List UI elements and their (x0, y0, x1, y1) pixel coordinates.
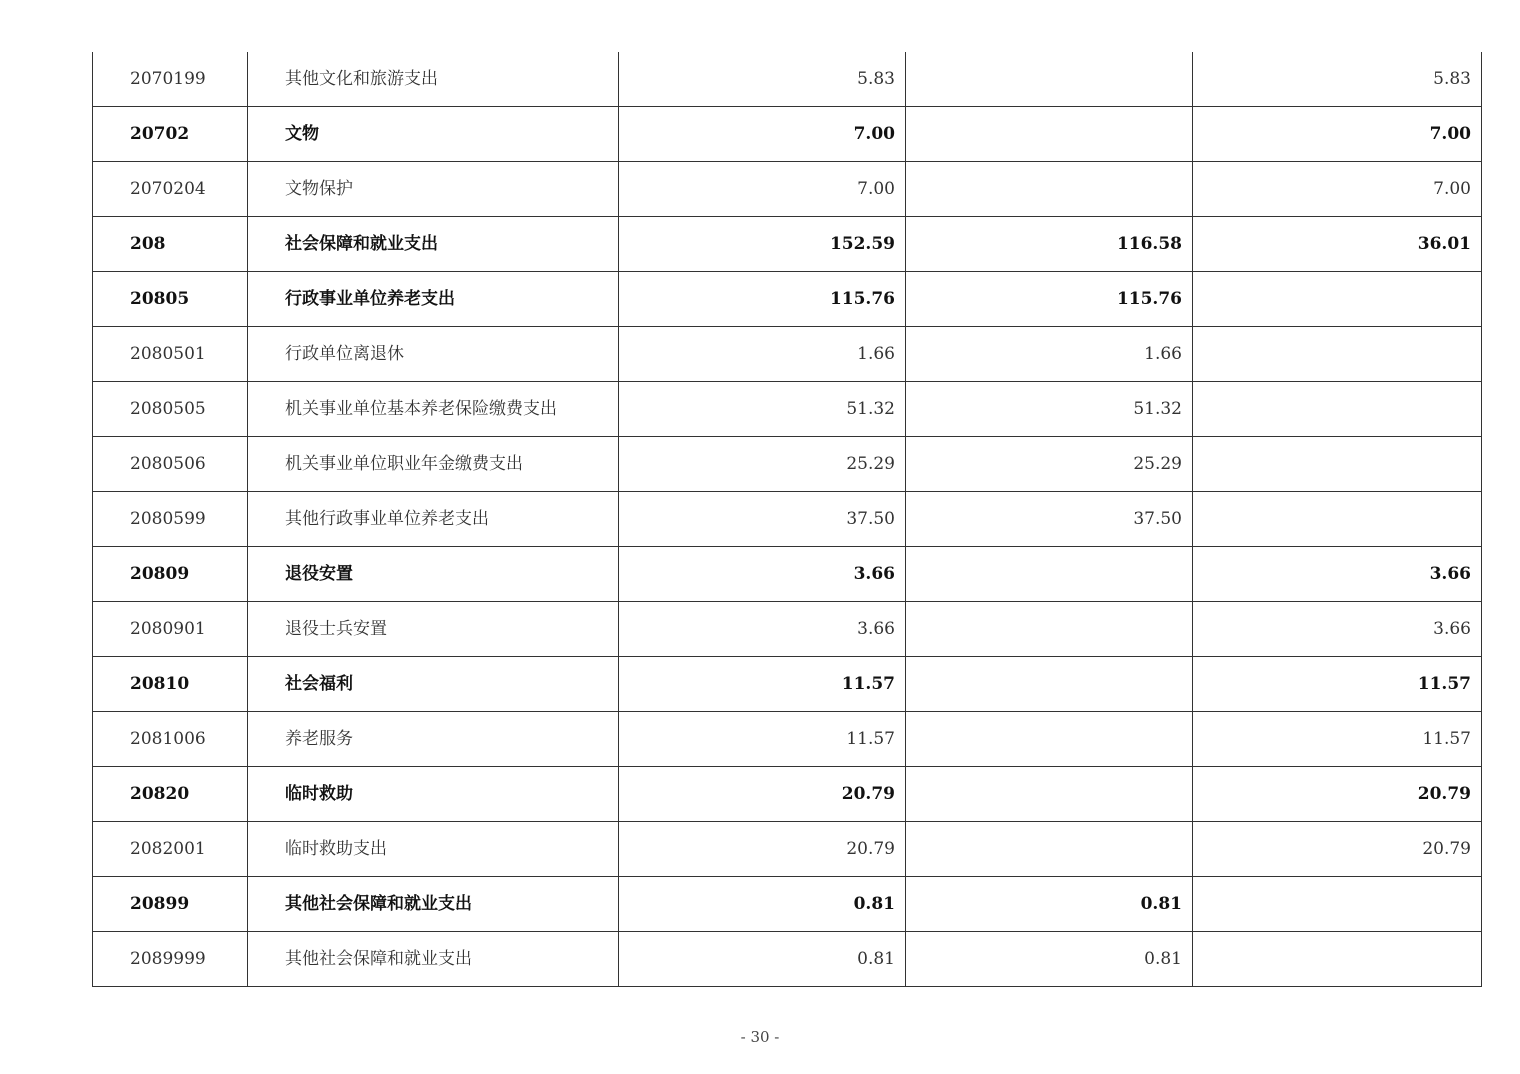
project-expense-cell: 5.83 (1193, 52, 1482, 107)
table-row (93, 877, 1482, 932)
code-cell: 2080501 (93, 327, 248, 382)
project-expense-cell: 7.00 (1193, 162, 1482, 217)
basic-expense-cell: 51.32 (906, 382, 1193, 437)
total-cell: 5.83 (619, 52, 906, 107)
table-row (93, 492, 1482, 547)
table-row (93, 162, 1482, 217)
basic-expense-cell: 0.81 (906, 932, 1193, 987)
total-cell: 25.29 (619, 437, 906, 492)
table-row (93, 767, 1482, 822)
project-expense-cell (1193, 382, 1482, 437)
project-expense-cell: 20.79 (1193, 767, 1482, 822)
project-expense-cell: 36.01 (1193, 217, 1482, 272)
code-cell: 20899 (93, 877, 248, 932)
item-name-cell: 机关事业单位基本养老保险缴费支出 (248, 382, 619, 437)
code-cell: 208 (93, 217, 248, 272)
basic-expense-cell: 0.81 (906, 877, 1193, 932)
item-name-cell: 行政事业单位养老支出 (248, 272, 619, 327)
code-cell: 2080505 (93, 382, 248, 437)
item-name-cell: 其他文化和旅游支出 (248, 52, 619, 107)
total-cell: 11.57 (619, 712, 906, 767)
item-name-cell: 临时救助支出 (248, 822, 619, 877)
table-row (93, 437, 1482, 492)
table-row (93, 382, 1482, 437)
basic-expense-cell: 1.66 (906, 327, 1193, 382)
basic-expense-cell (906, 162, 1193, 217)
table-row (93, 327, 1482, 382)
basic-expense-cell (906, 657, 1193, 712)
code-cell: 2070199 (93, 52, 248, 107)
total-cell: 37.50 (619, 492, 906, 547)
total-cell: 3.66 (619, 547, 906, 602)
total-cell: 3.66 (619, 602, 906, 657)
total-cell: 152.59 (619, 217, 906, 272)
basic-expense-cell (906, 822, 1193, 877)
basic-expense-cell (906, 767, 1193, 822)
total-cell: 20.79 (619, 767, 906, 822)
table-row (93, 217, 1482, 272)
basic-expense-cell (906, 712, 1193, 767)
basic-expense-cell (906, 602, 1193, 657)
table-row (93, 822, 1482, 877)
item-name-cell: 临时救助 (248, 767, 619, 822)
code-cell: 2070204 (93, 162, 248, 217)
project-expense-cell (1193, 327, 1482, 382)
item-name-cell: 文物 (248, 107, 619, 162)
total-cell: 11.57 (619, 657, 906, 712)
total-cell: 0.81 (619, 877, 906, 932)
item-name-cell: 养老服务 (248, 712, 619, 767)
code-cell: 2080599 (93, 492, 248, 547)
project-expense-cell (1193, 437, 1482, 492)
budget-table (92, 52, 1482, 987)
table-row (93, 107, 1482, 162)
item-name-cell: 其他社会保障和就业支出 (248, 877, 619, 932)
code-cell: 2081006 (93, 712, 248, 767)
code-cell: 20810 (93, 657, 248, 712)
project-expense-cell: 11.57 (1193, 657, 1482, 712)
total-cell: 115.76 (619, 272, 906, 327)
code-cell: 2089999 (93, 932, 248, 987)
item-name-cell: 行政单位离退休 (248, 327, 619, 382)
project-expense-cell (1193, 492, 1482, 547)
basic-expense-cell: 37.50 (906, 492, 1193, 547)
item-name-cell: 文物保护 (248, 162, 619, 217)
total-cell: 51.32 (619, 382, 906, 437)
basic-expense-cell: 25.29 (906, 437, 1193, 492)
code-cell: 20820 (93, 767, 248, 822)
code-cell: 2082001 (93, 822, 248, 877)
table-row (93, 52, 1482, 107)
basic-expense-cell (906, 107, 1193, 162)
project-expense-cell (1193, 877, 1482, 932)
table-row (93, 547, 1482, 602)
basic-expense-cell: 116.58 (906, 217, 1193, 272)
project-expense-cell (1193, 272, 1482, 327)
table-row (93, 272, 1482, 327)
table-row (93, 712, 1482, 767)
table-row (93, 932, 1482, 987)
project-expense-cell: 11.57 (1193, 712, 1482, 767)
project-expense-cell: 7.00 (1193, 107, 1482, 162)
table-row (93, 657, 1482, 712)
item-name-cell: 机关事业单位职业年金缴费支出 (248, 437, 619, 492)
project-expense-cell (1193, 932, 1482, 987)
basic-expense-cell (906, 547, 1193, 602)
total-cell: 0.81 (619, 932, 906, 987)
item-name-cell: 退役安置 (248, 547, 619, 602)
code-cell: 2080901 (93, 602, 248, 657)
code-cell: 20805 (93, 272, 248, 327)
total-cell: 7.00 (619, 107, 906, 162)
total-cell: 20.79 (619, 822, 906, 877)
item-name-cell: 其他社会保障和就业支出 (248, 932, 619, 987)
table-body (93, 52, 1482, 987)
basic-expense-cell (906, 52, 1193, 107)
item-name-cell: 退役士兵安置 (248, 602, 619, 657)
code-cell: 2080506 (93, 437, 248, 492)
table-row (93, 602, 1482, 657)
page-number: - 30 - (740, 1028, 780, 1046)
project-expense-cell: 20.79 (1193, 822, 1482, 877)
project-expense-cell: 3.66 (1193, 547, 1482, 602)
code-cell: 20702 (93, 107, 248, 162)
item-name-cell: 其他行政事业单位养老支出 (248, 492, 619, 547)
total-cell: 1.66 (619, 327, 906, 382)
basic-expense-cell: 115.76 (906, 272, 1193, 327)
total-cell: 7.00 (619, 162, 906, 217)
item-name-cell: 社会福利 (248, 657, 619, 712)
item-name-cell: 社会保障和就业支出 (248, 217, 619, 272)
project-expense-cell: 3.66 (1193, 602, 1482, 657)
code-cell: 20809 (93, 547, 248, 602)
